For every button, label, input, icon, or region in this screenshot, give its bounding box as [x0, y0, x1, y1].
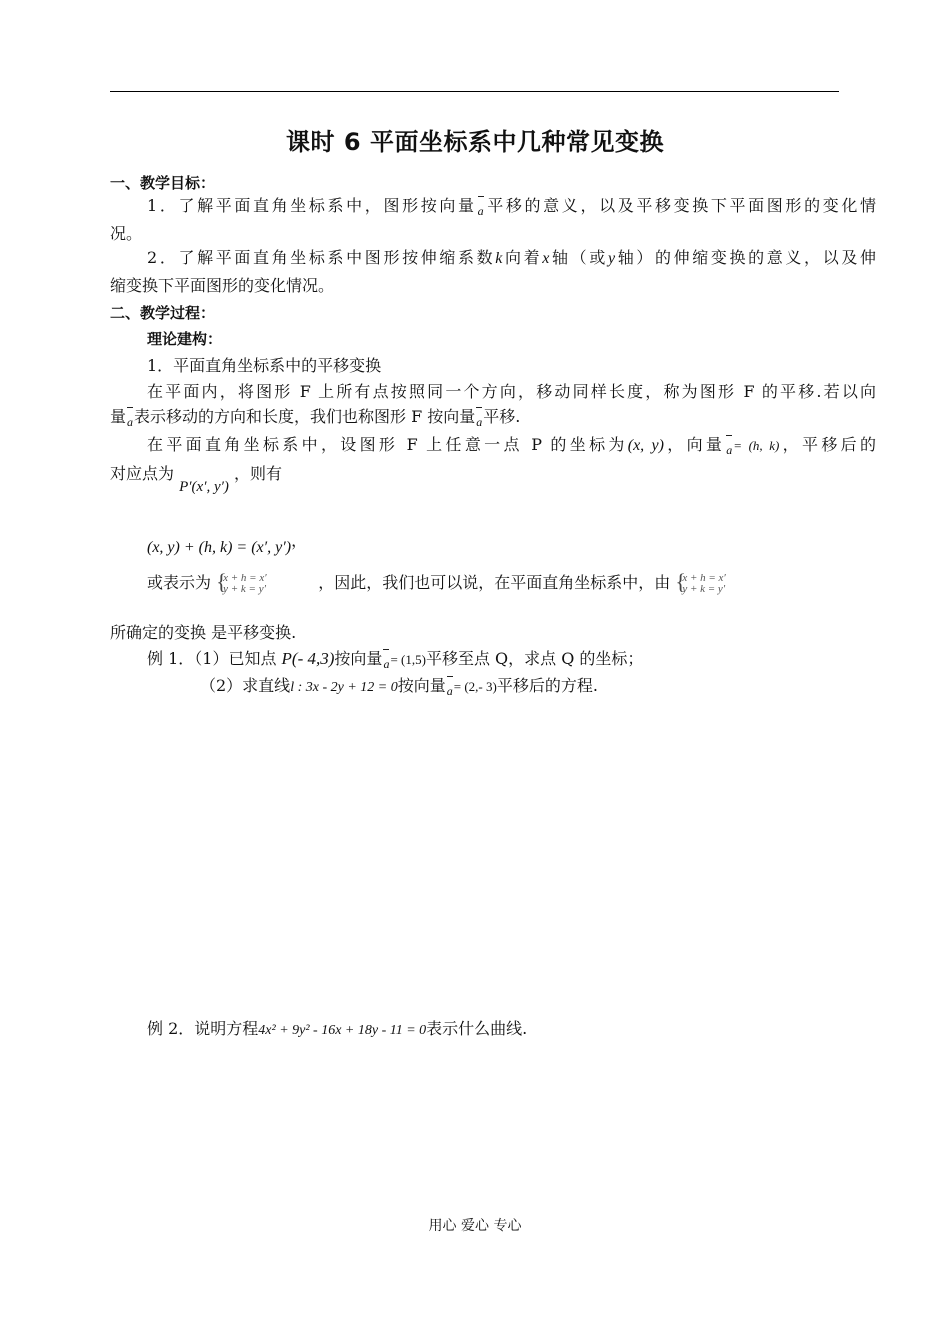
para2-line2: 对应点为 P′(x′, y′) ，则有 — [110, 461, 839, 500]
para2-line1: 在平面直角坐标系中，设图形 F 上任意一点 P 的坐标为(x, y)，向量a= (h, k)，平移后的 — [110, 432, 876, 463]
para3-line2: 所确定的变换 是平移变换. — [110, 623, 297, 642]
vector-a: a — [477, 198, 485, 224]
vector-a: a — [126, 409, 134, 435]
vector-a: a — [475, 409, 483, 435]
vector-a: a — [725, 437, 733, 463]
goal1-line1: 1．了解平面直角坐标系中，图形按向量a平移的意义，以及平移变换下平面图形的变化情 — [110, 193, 876, 224]
goal2-line1: 2．了解平面直角坐标系中图形按伸缩系数k向着x轴（或y轴）的伸缩变换的意义，以及伸 — [147, 248, 876, 267]
example1-part1: 例 1．（1）已知点 P(- 4,3)按向量a= (1,5)平移至点 Q，求点 Q 的坐标； — [110, 646, 876, 677]
goal1-line2: 况。 — [110, 224, 143, 243]
equation-system: { x + h = x′ y + k = y′ — [216, 573, 313, 595]
section1-heading: 一、教学目标： — [110, 174, 216, 192]
para1-line1: 在平面内，将图形 F 上所有点按照同一个方向，移动同样长度，称为图形 F 的平移.若以向 — [147, 382, 876, 401]
page-title: 课时 6 平面坐标系中几种常见变换 — [286, 128, 664, 156]
point-p-prime: P′(x′, y′) — [179, 479, 229, 495]
equation-system: { x + h = x′ y + k = y′ — [675, 573, 782, 595]
goal2-line2: 缩变换下平面图形的变化情况。 — [110, 276, 335, 295]
example2: 例 2．说明方程4x² + 9y² - 16x + 18y - 11 = 0表示什么曲线. — [147, 1019, 528, 1038]
page-footer: 用心 爱心 专心 — [428, 1218, 522, 1234]
section2-heading: 二、教学过程： — [110, 304, 216, 322]
para1-line2: 量a表示移动的方向和长度，我们也称图形 F 按向量a平移. — [110, 404, 839, 435]
header-rule — [110, 91, 839, 92]
section2-subheading: 理论建构： — [147, 330, 223, 348]
para3-line1: 或表示为 { x + h = x′ y + k = y′ ，因此，我们也可以说，在平面直角坐标系中，由 { x + h = x′ y + k = y′ — [110, 570, 876, 596]
vector-a: a — [382, 651, 390, 677]
vector-a: a — [446, 678, 454, 704]
item1-heading: 1．平面直角坐标系中的平移变换 — [147, 356, 382, 375]
translation-formula: (x, y) + (h, k) = (x′, y′)， — [147, 531, 308, 556]
example1-part2: （2）求直线l : 3x - 2y + 12 = 0按向量a= (2,- 3)平移后的方程. — [110, 673, 929, 704]
